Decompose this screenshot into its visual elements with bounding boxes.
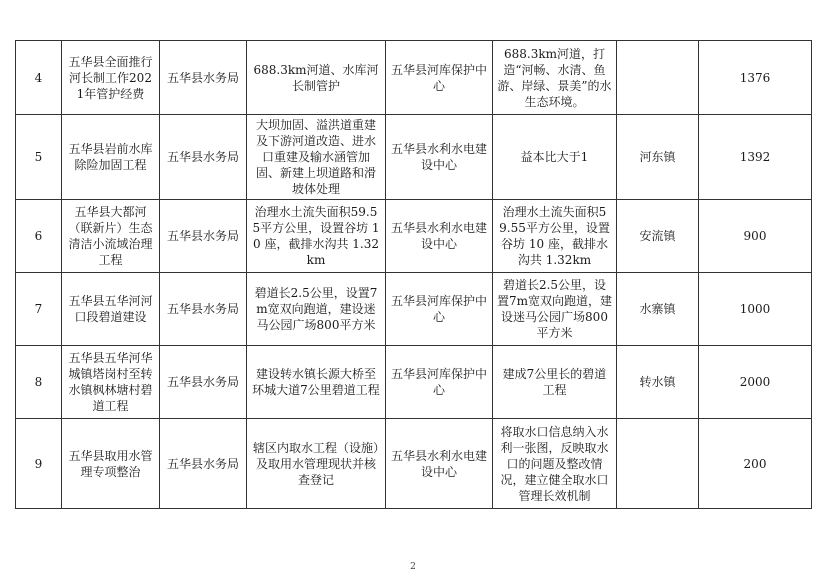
town-cell: 转水镇 — [617, 346, 699, 419]
row-number: 9 — [16, 419, 62, 509]
construction-content-cell: 建设转水镇长源大桥至环城大道7公里碧道工程 — [247, 346, 386, 419]
implementing-unit-cell: 五华县河库保护中心 — [386, 41, 493, 115]
responsible-unit-cell: 五华县水务局 — [160, 273, 247, 346]
goal-cell: 碧道长2.5公里，设置7m宽双向跑道，建设迷马公园广场800平方米 — [493, 273, 617, 346]
construction-content-cell: 辖区内取水工程（设施）及取用水管理现状并核查登记 — [247, 419, 386, 509]
table-row — [16, 200, 812, 273]
goal-cell: 将取水口信息纳入水利一张图，反映取水口的问题及整改情况，建立健全取水口管理长效机制 — [493, 419, 617, 509]
responsible-unit-cell: 五华县水务局 — [160, 346, 247, 419]
row-number: 6 — [16, 200, 62, 273]
goal-cell: 益本比大于1 — [493, 115, 617, 200]
town-cell — [617, 419, 699, 509]
row-number: 5 — [16, 115, 62, 200]
responsible-unit-cell: 五华县水务局 — [160, 41, 247, 115]
implementing-unit-cell: 五华县水利水电建设中心 — [386, 200, 493, 273]
project-name-cell: 五华县五华河河口段碧道建设 — [62, 273, 160, 346]
amount-cell: 2000 — [699, 346, 812, 419]
amount-cell: 1000 — [699, 273, 812, 346]
implementing-unit-cell: 五华县水利水电建设中心 — [386, 115, 493, 200]
town-cell: 安流镇 — [617, 200, 699, 273]
implementing-unit-cell: 五华县水利水电建设中心 — [386, 419, 493, 509]
amount-cell: 900 — [699, 200, 812, 273]
goal-cell: 治理水土流失面积59.55平方公里，设置谷坊 10 座，截排水沟共 1.32km — [493, 200, 617, 273]
project-name-cell: 五华县取用水管理专项整治 — [62, 419, 160, 509]
page-number: 2 — [410, 562, 416, 572]
construction-content-cell: 治理水土流失面积59.55平方公里，设置谷坊 10 座，截排水沟共 1.32km — [247, 200, 386, 273]
table-row — [16, 41, 812, 115]
project-table — [15, 40, 812, 509]
implementing-unit-cell: 五华县河库保护中心 — [386, 346, 493, 419]
table-row — [16, 273, 812, 346]
amount-cell: 1392 — [699, 115, 812, 200]
construction-content-cell: 大坝加固、溢洪道重建及下游河道改造、进水口重建及输水涵管加固、新建上坝道路和滑坡体处理 — [247, 115, 386, 200]
table-row — [16, 419, 812, 509]
table-row — [16, 346, 812, 419]
responsible-unit-cell: 五华县水务局 — [160, 419, 247, 509]
implementing-unit-cell: 五华县河库保护中心 — [386, 273, 493, 346]
table-body — [16, 41, 812, 509]
row-number: 4 — [16, 41, 62, 115]
project-name-cell: 五华县全面推行河长制工作2021年管护经费 — [62, 41, 160, 115]
town-cell: 水寨镇 — [617, 273, 699, 346]
amount-cell: 1376 — [699, 41, 812, 115]
project-name-cell: 五华县大都河（联新片）生态清洁小流域治理工程 — [62, 200, 160, 273]
row-number: 8 — [16, 346, 62, 419]
amount-cell: 200 — [699, 419, 812, 509]
goal-cell: 建成7公里长的碧道工程 — [493, 346, 617, 419]
responsible-unit-cell: 五华县水务局 — [160, 115, 247, 200]
table-row — [16, 115, 812, 200]
project-name-cell: 五华县五华河华城镇塔岗村至转水镇枫林塘村碧道工程 — [62, 346, 160, 419]
construction-content-cell: 碧道长2.5公里，设置7m宽双向跑道，建设迷马公园广场800平方米 — [247, 273, 386, 346]
project-name-cell: 五华县岩前水库除险加固工程 — [62, 115, 160, 200]
responsible-unit-cell: 五华县水务局 — [160, 200, 247, 273]
row-number: 7 — [16, 273, 62, 346]
goal-cell: 688.3km河道，打造“河畅、水清、鱼游、岸绿、景美”的水生态环境。 — [493, 41, 617, 115]
town-cell — [617, 41, 699, 115]
town-cell: 河东镇 — [617, 115, 699, 200]
construction-content-cell: 688.3km河道、水库河长制管护 — [247, 41, 386, 115]
